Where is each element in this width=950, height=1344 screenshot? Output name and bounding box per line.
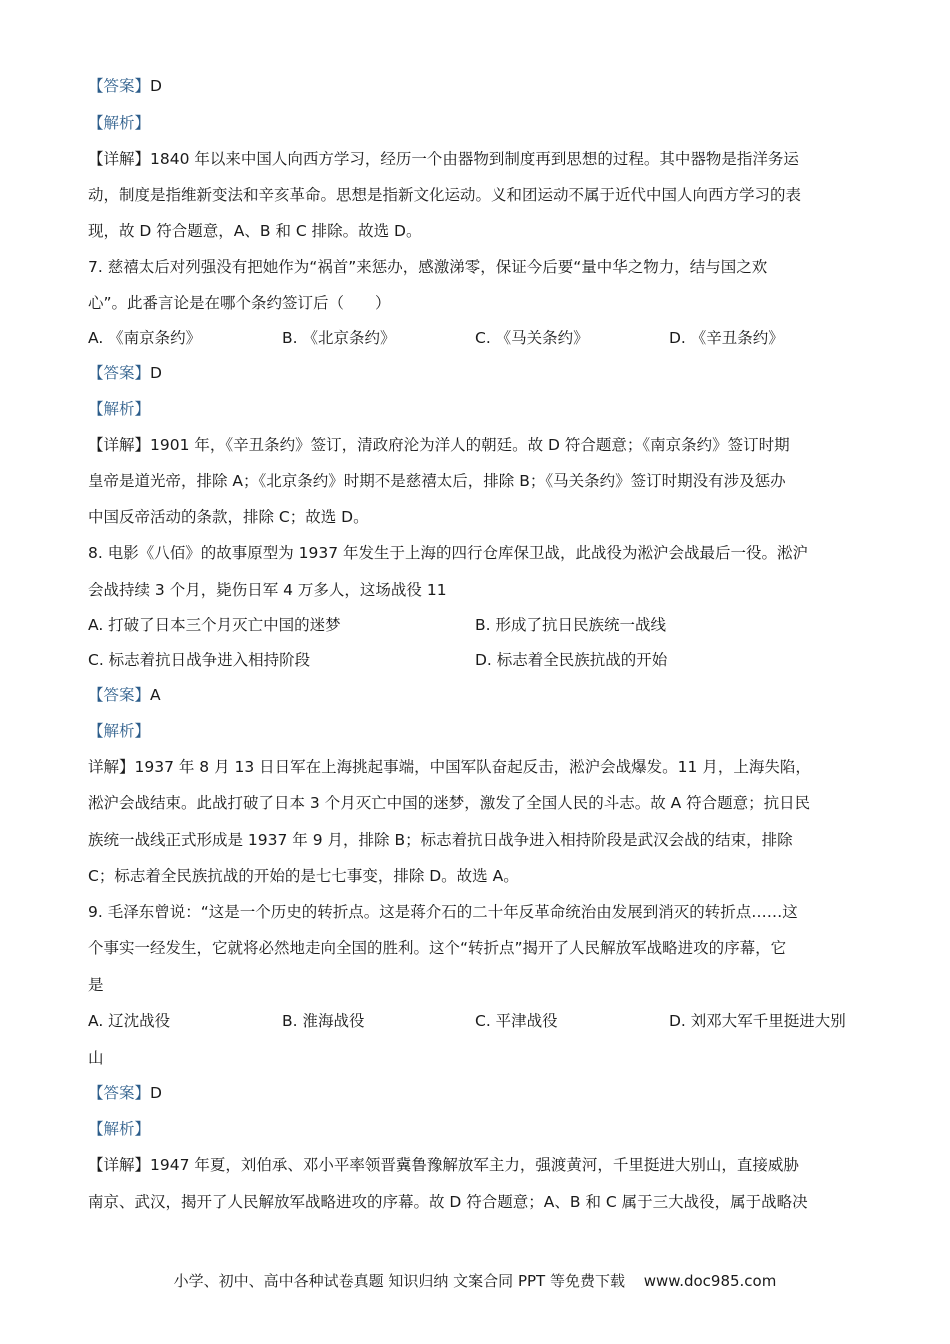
text-line-q9-2 — [88, 938, 878, 958]
text-line-d7-1 — [88, 435, 878, 455]
line-text: 7. 慈禧太后对列强没有把她作为“祸首”来惩办，感激涕零，保证今后要“量中华之物力，结与国之欢 — [88, 258, 768, 276]
text-line-d7-2 — [88, 471, 878, 491]
page-footer — [0, 1270, 950, 1291]
text-line-a8 — [88, 685, 878, 705]
text-line-q9-3 — [88, 975, 878, 995]
text-line-d8-4 — [88, 866, 878, 886]
text-line-d8-2 — [88, 793, 878, 813]
line-text: 【详解】1947 年夏，刘伯承、邓小平率领晋冀鲁豫解放军主力，强渡黄河，千里挺进大别山，直接威胁 — [88, 1156, 799, 1174]
text-line-j7 — [88, 399, 878, 419]
line-text: 详解】1937 年 8 月 13 日日军在上海挑起事端，中国军队奋起反击，淞沪会战爆发。11 月，上海失陷， — [88, 758, 811, 776]
section-tag: 【答案】 — [88, 1084, 151, 1102]
text-line-j9 — [88, 1119, 878, 1139]
line-text: 山 — [88, 1049, 104, 1067]
footer-url[interactable]: www.doc985.com — [643, 1272, 777, 1290]
line-text: 8. 电影《八佰》的故事原型为 1937 年发生于上海的四行仓库保卫战，此战役为淞沪会战最后一役。淞沪 — [88, 544, 809, 562]
option-q9-B: B. 淮海战役 — [282, 1012, 365, 1030]
section-tag: 【解析】 — [88, 400, 151, 418]
option-q9-A: A. 辽沈战役 — [88, 1012, 171, 1030]
text-line-q8-1 — [88, 543, 878, 563]
option-q7-B: B. 《北京条约》 — [282, 329, 396, 347]
line-text: 心”。此番言论是在哪个条约签订后（ ） — [88, 294, 391, 312]
option-q8-C: C. 标志着抗日战争进入相持阶段 — [88, 651, 311, 669]
option-q9-C: C. 平津战役 — [475, 1012, 558, 1030]
text-line-d8-1 — [88, 757, 878, 777]
option-q8-B: B. 形成了抗日民族统一战线 — [475, 616, 666, 634]
text-line-d7-3 — [88, 507, 878, 527]
line-text: 动，制度是指维新变法和辛亥革命。思想是指新文化运动。义和团运动不属于近代中国人向西方学习的表 — [88, 186, 802, 204]
option-q8-D: D. 标志着全民族抗战的开始 — [475, 651, 668, 669]
section-tag: 【解析】 — [88, 1120, 151, 1138]
text-line-d6-1 — [88, 149, 878, 169]
line-text: 淞沪会战结束。此战打破了日本 3 个月灭亡中国的迷梦，激发了全国人民的斗志。故 A 符合题意；抗日民 — [88, 794, 811, 812]
section-tag: 【答案】 — [88, 77, 151, 95]
text-line-a9 — [88, 1083, 878, 1103]
line-text: D — [150, 364, 162, 382]
line-text: C；标志着全民族抗战的开始的是七七事变，排除 D。故选 A。 — [88, 867, 519, 885]
line-text: 现，故 D 符合题意，A、B 和 C 排除。故选 D。 — [88, 222, 422, 240]
text-line-j8 — [88, 721, 878, 741]
text-line-a7 — [88, 363, 878, 383]
text-line-q9-4 — [88, 1048, 878, 1068]
option-q7-A: A. 《南京条约》 — [88, 329, 202, 347]
footer-text: 小学、初中、高中各种试卷真题 知识归纳 文案合同 PPT 等免费下载 — [173, 1272, 625, 1290]
line-text: 【详解】1840 年以来中国人向西方学习，经历一个由器物到制度再到思想的过程。其中器物是指洋务运 — [88, 150, 799, 168]
option-q8-A: A. 打破了日本三个月灭亡中国的迷梦 — [88, 616, 341, 634]
line-text: 是 — [88, 976, 104, 994]
section-tag: 【解析】 — [88, 722, 151, 740]
text-line-j6 — [88, 113, 878, 133]
text-line-d6-3 — [88, 221, 878, 241]
text-line-q8-2 — [88, 580, 878, 600]
line-text: 皇帝是道光帝，排除 A；《北京条约》时期不是慈禧太后，排除 B；《马关条约》签订时期没有涉及惩办 — [88, 472, 786, 490]
line-text: 【详解】1901 年，《辛丑条约》签订，清政府沦为洋人的朝廷。故 D 符合题意；《南京条约》签订时期 — [88, 436, 790, 454]
option-q9-D: D. 刘邓大军千里挺进大别 — [669, 1012, 846, 1030]
section-tag: 【答案】 — [88, 686, 151, 704]
line-text: 族统一战线正式形成是 1937 年 9 月，排除 B；标志着抗日战争进入相持阶段是武汉会战的结束，排除 — [88, 831, 793, 849]
text-line-d6-2 — [88, 185, 878, 205]
section-tag: 【答案】 — [88, 364, 151, 382]
text-line-q7-1 — [88, 257, 878, 277]
text-line-d9-1 — [88, 1155, 878, 1175]
option-q7-C: C. 《马关条约》 — [475, 329, 589, 347]
line-text: D — [150, 77, 162, 95]
line-text: 中国反帝活动的条款，排除 C；故选 D。 — [88, 508, 369, 526]
text-line-a6 — [88, 76, 878, 96]
line-text: 个事实一经发生，它就将必然地走向全国的胜利。这个“转折点”揭开了人民解放军战略进攻的序幕，它 — [88, 939, 787, 957]
option-q7-D: D. 《辛丑条约》 — [669, 329, 784, 347]
line-text: 南京、武汉，揭开了人民解放军战略进攻的序幕。故 D 符合题意；A、B 和 C 属于三大战役，属于战略决 — [88, 1193, 808, 1211]
line-text: 会战持续 3 个月，毙伤日军 4 万多人，这场战役 11 — [88, 581, 447, 599]
text-line-d9-2 — [88, 1192, 878, 1212]
line-text: 9. 毛泽东曾说：“这是一个历史的转折点。这是蒋介石的二十年反革命统治由发展到消灭的转折点……这 — [88, 903, 798, 921]
text-line-d8-3 — [88, 830, 878, 850]
section-tag: 【解析】 — [88, 114, 151, 132]
text-line-q9-1 — [88, 902, 878, 922]
line-text: A — [150, 686, 161, 704]
line-text: D — [150, 1084, 162, 1102]
text-line-q7-2 — [88, 293, 878, 313]
